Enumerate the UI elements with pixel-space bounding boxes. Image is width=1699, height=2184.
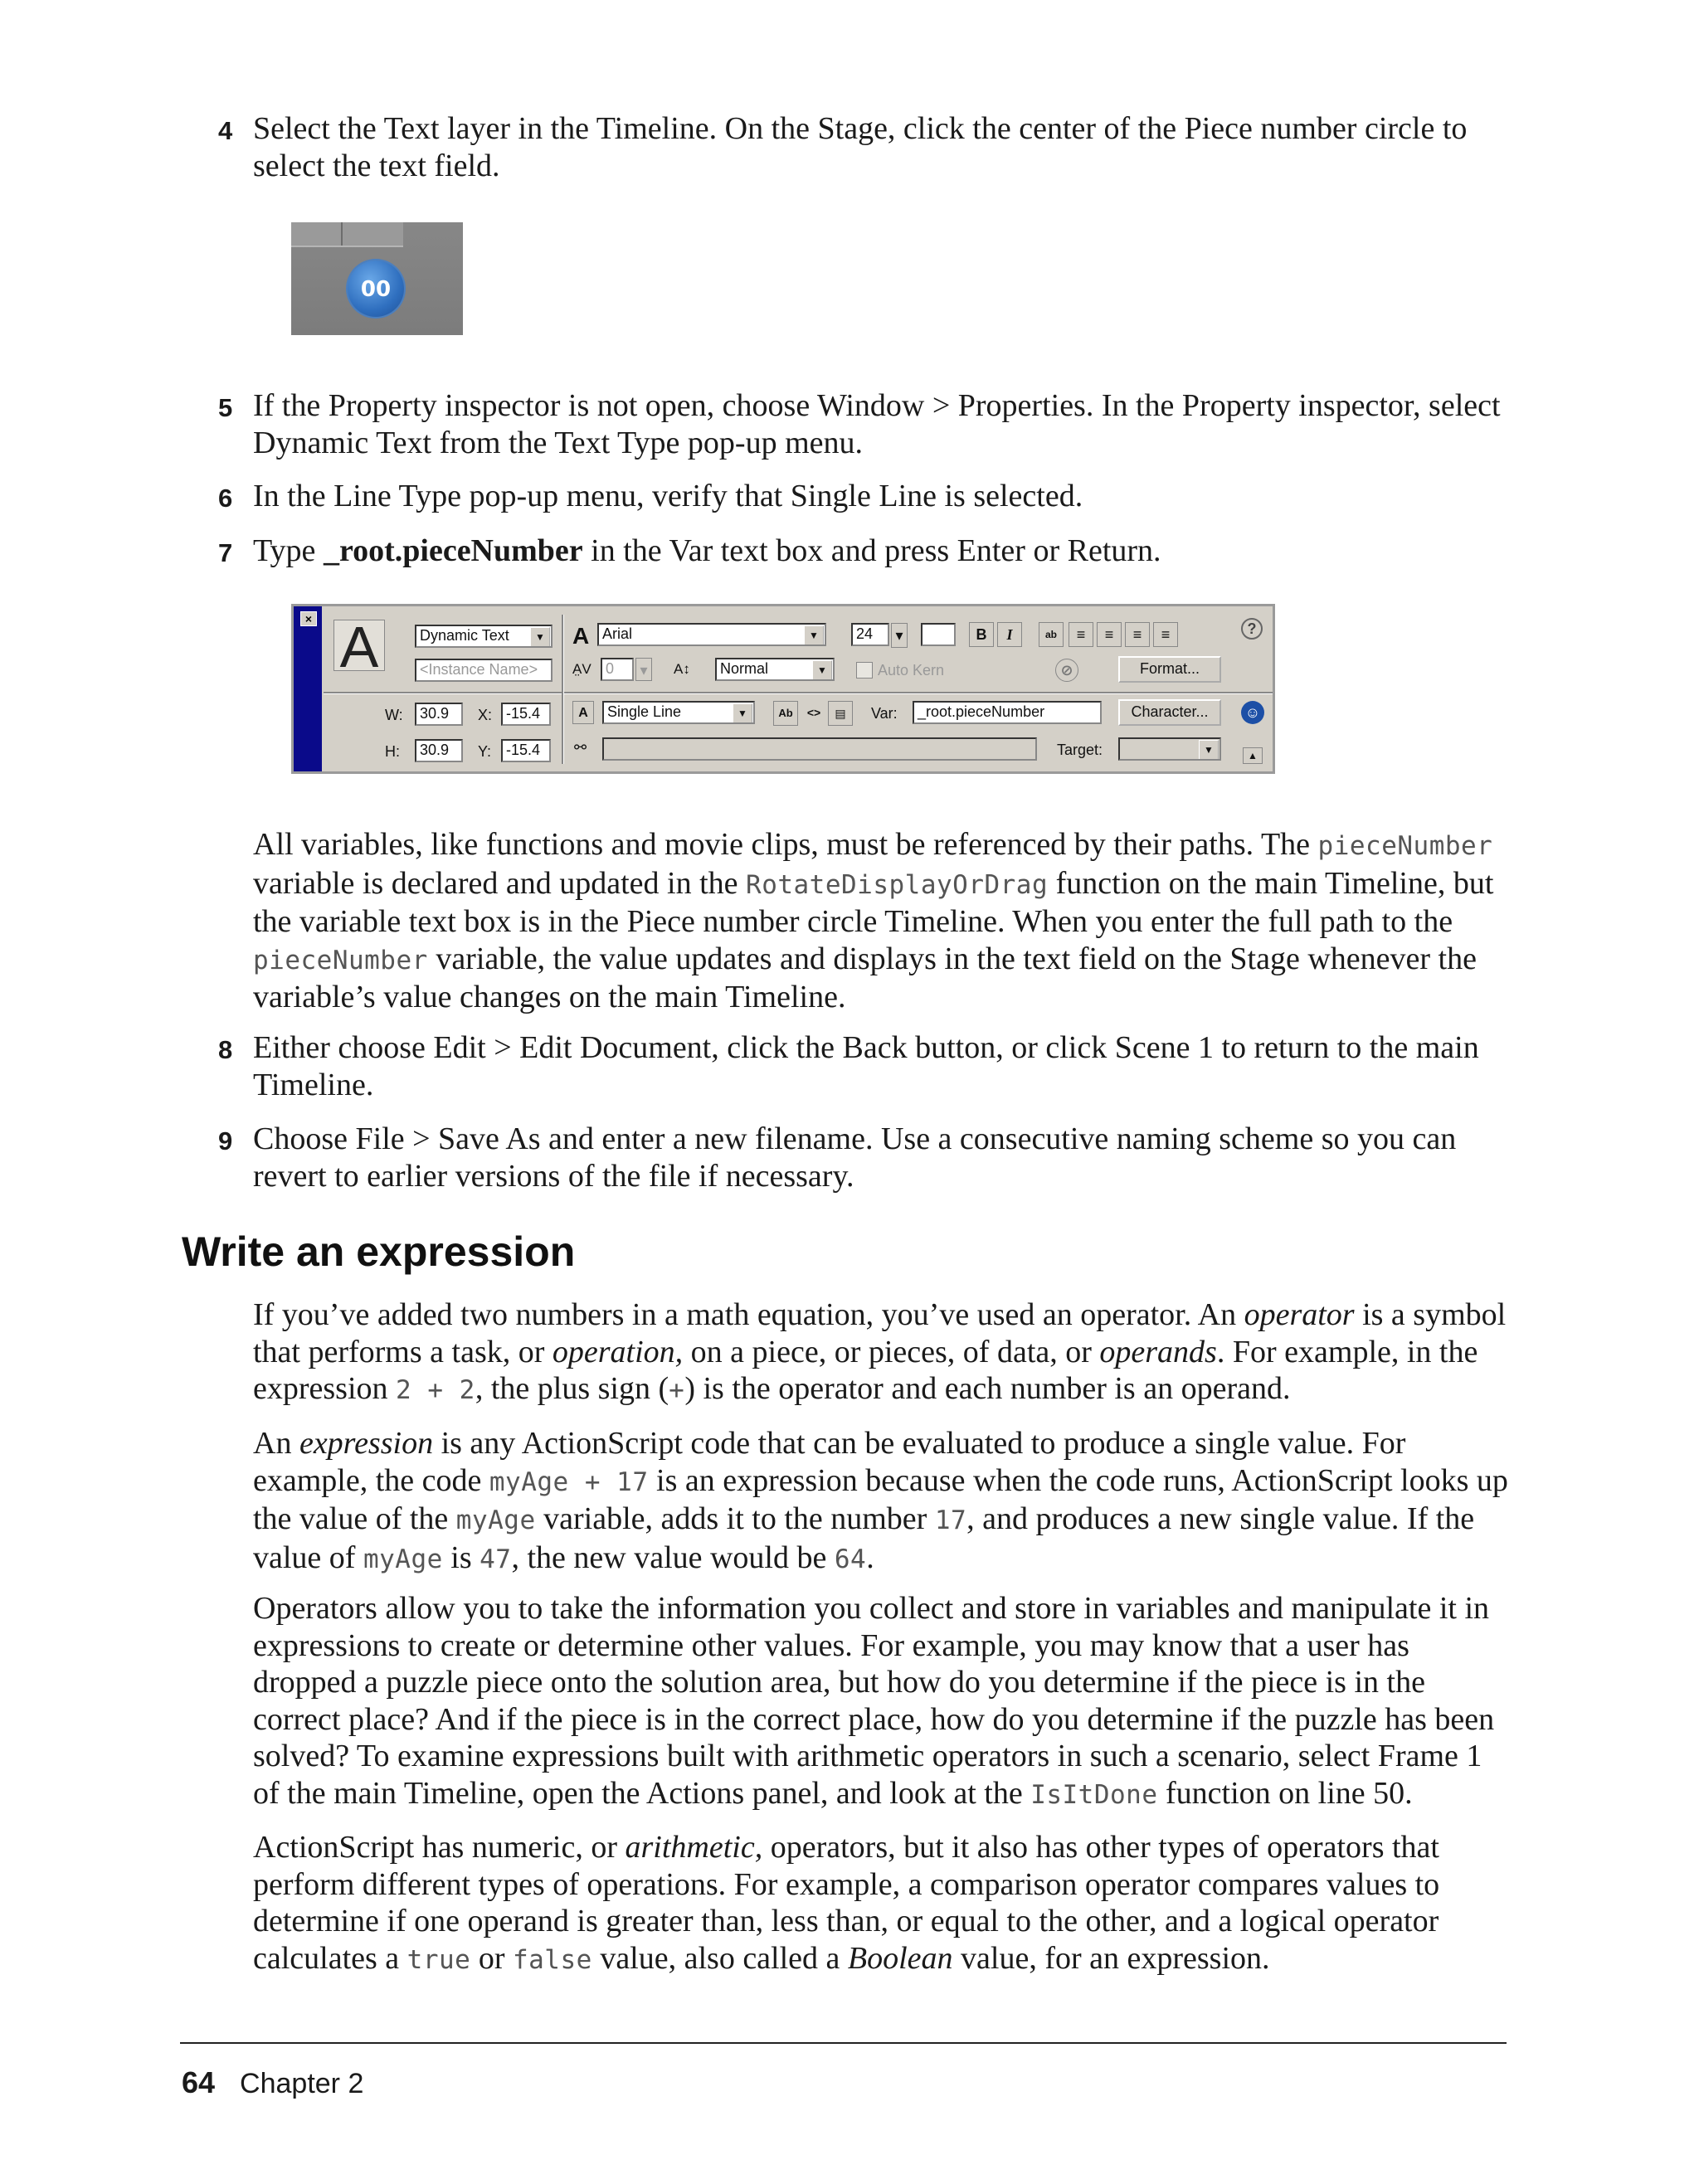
collapse-icon[interactable]: ▲ <box>1243 747 1263 764</box>
help-icon[interactable]: ? <box>1241 618 1263 640</box>
url-input[interactable] <box>602 737 1037 761</box>
auto-kern-checkbox[interactable] <box>856 662 873 679</box>
code-run: pieceNumber <box>253 945 428 975</box>
text-run: , the new value would be <box>511 1540 835 1575</box>
step-8 <box>218 1029 1514 1103</box>
align-justify-icon[interactable]: ≡ <box>1153 622 1178 647</box>
step-text: Select the Text layer in the Timeline. On the Stage, click the center of the Piece number circle to select the text field. <box>253 111 1468 183</box>
character-button[interactable]: Character... <box>1118 699 1221 726</box>
text-type-select[interactable] <box>415 625 553 648</box>
line-type-select[interactable] <box>602 701 755 724</box>
operator-types-paragraph <box>253 1829 1514 1978</box>
step-6 <box>218 478 1514 515</box>
kerning-icon: A̤V <box>572 661 591 677</box>
code-run: + <box>669 1375 685 1405</box>
text-run: , and produces a new single value. If the value of <box>253 1501 1475 1575</box>
text-run: variable is declared and updated in the <box>253 865 747 901</box>
format-button[interactable]: Format... <box>1118 656 1221 683</box>
bold-button[interactable]: B <box>969 622 994 647</box>
font-value: Arial <box>602 625 633 642</box>
italic-run: arithmetic, <box>625 1830 763 1865</box>
step-number: 7 <box>218 538 233 567</box>
section-heading: Write an expression <box>182 1228 576 1275</box>
font-size-input[interactable]: 24 <box>851 623 889 646</box>
font-select[interactable] <box>597 623 826 646</box>
text-tool-icon: A <box>333 620 385 671</box>
chevron-down-icon: ▼ <box>530 627 550 647</box>
italic-run: operation, <box>552 1334 684 1369</box>
property-inspector <box>291 604 1275 774</box>
rendering-select[interactable] <box>715 658 835 681</box>
tab-divider <box>341 222 343 246</box>
mask-icon: ⚯ <box>574 739 587 756</box>
text-run: value, for an expression. <box>952 1940 1270 1976</box>
target-label: Target: <box>1057 742 1103 758</box>
code-run: myAge <box>363 1544 443 1574</box>
step-text: In the Line Type pop-up menu, verify that Single Line is selected. <box>253 479 1083 513</box>
text-run: on a piece, or pieces, of data, or <box>683 1334 1100 1369</box>
step-text: Choose File > Save As and enter a new filename. Use a consecutive naming scheme so you can revert to earlier versions of the file if necessary. <box>253 1121 1457 1194</box>
width-input[interactable]: 30.9 <box>415 703 463 726</box>
text-run: , the plus sign ( <box>475 1371 669 1406</box>
code-run: true <box>406 1944 471 1975</box>
auto-kern-label: Auto Kern <box>878 662 945 679</box>
align-center-icon[interactable]: ≡ <box>1097 622 1122 647</box>
inspector-divider <box>324 692 1273 694</box>
baseline-icon: A↕ <box>674 661 690 677</box>
font-icon: A <box>572 623 590 649</box>
step-number: 6 <box>218 484 233 513</box>
text-run: ) is the operator and each number is an operand. <box>684 1371 1291 1406</box>
inspector-title-bar <box>294 606 322 771</box>
x-label: X: <box>478 707 493 723</box>
var-input[interactable]: _root.pieceNumber <box>913 701 1102 724</box>
code-run: 17 <box>934 1505 967 1535</box>
align-right-icon[interactable]: ≡ <box>1125 622 1150 647</box>
text-run: value, also called a <box>591 1940 848 1976</box>
accessibility-icon[interactable]: ☺ <box>1241 701 1264 724</box>
italic-run: Boolean <box>847 1940 953 1976</box>
height-input[interactable]: 30.9 <box>415 739 463 762</box>
close-icon[interactable]: × <box>300 611 317 626</box>
code-run: myAge + 17 <box>489 1467 649 1497</box>
step-number: 8 <box>218 1035 233 1064</box>
text-run: All variables, like functions and movie clips, must be referenced by their paths. The <box>253 827 1318 862</box>
url-link-icon[interactable]: ⊘ <box>1055 659 1078 682</box>
font-size-slider-icon[interactable]: ▾ <box>891 623 908 648</box>
align-left-icon[interactable]: ≡ <box>1069 622 1093 647</box>
text-run: variable, the value updates and displays in the text field on the Stage whenever the variable’s value changes on the main Timeline. <box>253 941 1477 1014</box>
stage-screenshot <box>291 222 463 335</box>
step-text: Either choose Edit > Edit Document, click the Back button, or click Scene 1 to return to the main Timeline. <box>253 1030 1479 1102</box>
border-icon[interactable]: ▤ <box>828 701 853 726</box>
w-label: W: <box>385 707 403 723</box>
expression-paragraph <box>253 1425 1514 1578</box>
text-run: If you’ve added two numbers in a math equation, you’ve used an operator. An <box>253 1297 1244 1332</box>
italic-button[interactable]: I <box>997 622 1022 647</box>
h-label: H: <box>385 743 400 760</box>
italic-run: expression <box>299 1426 434 1461</box>
x-input[interactable]: -15.4 <box>501 703 551 726</box>
code-run: 2 + 2 <box>396 1375 475 1405</box>
text-run: function on line 50. <box>1157 1775 1413 1811</box>
italic-run: operator <box>1244 1297 1355 1332</box>
code-run: 64 <box>834 1544 867 1574</box>
kerning-slider-icon[interactable]: ▾ <box>635 658 652 681</box>
chevron-down-icon: ▼ <box>812 660 832 680</box>
variables-paragraph <box>253 826 1514 1016</box>
text-box-icon: A <box>572 701 594 724</box>
step-4 <box>218 110 1514 184</box>
page-number: 64 <box>182 2065 216 2099</box>
text-run: variable, adds it to the number <box>535 1501 935 1536</box>
var-label: Var: <box>871 705 898 722</box>
chevron-down-icon: ▼ <box>733 703 752 723</box>
instance-name-input[interactable]: <Instance Name> <box>415 659 553 682</box>
footer-rule <box>180 2042 1507 2044</box>
text-color-swatch[interactable] <box>921 623 956 646</box>
italic-run: operands <box>1099 1334 1217 1369</box>
code-run: false <box>512 1944 592 1975</box>
text-run: . <box>866 1540 874 1575</box>
step-5 <box>218 387 1514 461</box>
text-direction-icon[interactable]: ab <box>1039 622 1064 647</box>
html-icon[interactable]: <> <box>801 701 826 726</box>
step-text-pre: Type <box>253 533 324 568</box>
timeline-tabs <box>291 222 403 247</box>
y-label: Y: <box>478 743 492 760</box>
step-text-bold: _root.pieceNumber <box>323 533 583 568</box>
text-run: ActionScript has numeric, or <box>253 1830 626 1865</box>
step-text: If the Property inspector is not open, choose Window > Properties. In the Property inspector, select Dynamic Text from the Text Type pop-up menu. <box>253 388 1501 460</box>
text-run: is an expression because when the code runs, ActionScript looks up the value of the <box>253 1462 1508 1536</box>
kerning-input[interactable]: 0 <box>601 658 634 681</box>
step-number: 9 <box>218 1126 233 1155</box>
text-run: or <box>470 1940 513 1976</box>
page-footer <box>182 2065 363 2100</box>
selectable-icon[interactable]: Ab <box>773 701 798 726</box>
code-run: 47 <box>480 1544 512 1574</box>
operators-paragraph <box>253 1590 1514 1813</box>
text-run: is a symbol that performs a task, or <box>253 1297 1507 1369</box>
text-type-value: Dynamic Text <box>420 627 509 644</box>
text-run: is <box>442 1540 480 1575</box>
step-9 <box>218 1121 1514 1194</box>
text-run: operators, but it also has other types of operators that perform different types of operations. For example, a comparison operator compares values to determine if one operand is greater than, less than, or equal to the other, and a logical operator calculates a <box>253 1830 1440 1976</box>
inspector-divider <box>562 615 564 764</box>
text-run: . For example, in the expression <box>253 1334 1478 1406</box>
operator-paragraph <box>253 1296 1514 1409</box>
text-run: An <box>253 1426 299 1461</box>
text-run: Operators allow you to take the information you collect and store in variables and manipulate it in expressions to create or determine other values. For example, you may know that a user has dropped a puzzle piece onto the solution area, but how do you determine if the piece is in the correct place? And if the piece is in the correct place, how do you determine if the puzzle has been solved? To examine expressions built with arithmetic operators in such a scenario, select Frame 1 of the main Timeline, open the Actions panel, and look at the <box>253 1591 1495 1811</box>
code-run: pieceNumber <box>1317 831 1493 861</box>
chevron-down-icon: ▼ <box>804 625 824 645</box>
rendering-value: Normal <box>720 660 769 677</box>
step-7 <box>218 533 1514 570</box>
step-number: 4 <box>218 116 233 145</box>
chapter-label: Chapter 2 <box>240 2068 364 2099</box>
chevron-down-icon: ▼ <box>1199 740 1219 760</box>
line-type-value: Single Line <box>607 703 682 720</box>
text-run: function on the main Timeline, but the variable text box is in the Piece number circle Timeline. When you enter the full path to the <box>253 865 1494 939</box>
code-run: myAge <box>455 1505 536 1535</box>
code-run: RotateDisplayOrDrag <box>746 869 1049 900</box>
step-number: 5 <box>218 393 233 422</box>
piece-number-text: 00 <box>360 277 392 302</box>
text-run: is any ActionScript code that can be evaluated to produce a single value. For example, the code <box>253 1426 1406 1498</box>
y-input[interactable]: -15.4 <box>501 739 551 762</box>
code-run: IsItDone <box>1030 1779 1158 1810</box>
step-text-post: in the Var text box and press Enter or Return. <box>582 533 1161 568</box>
target-select[interactable] <box>1118 737 1221 761</box>
